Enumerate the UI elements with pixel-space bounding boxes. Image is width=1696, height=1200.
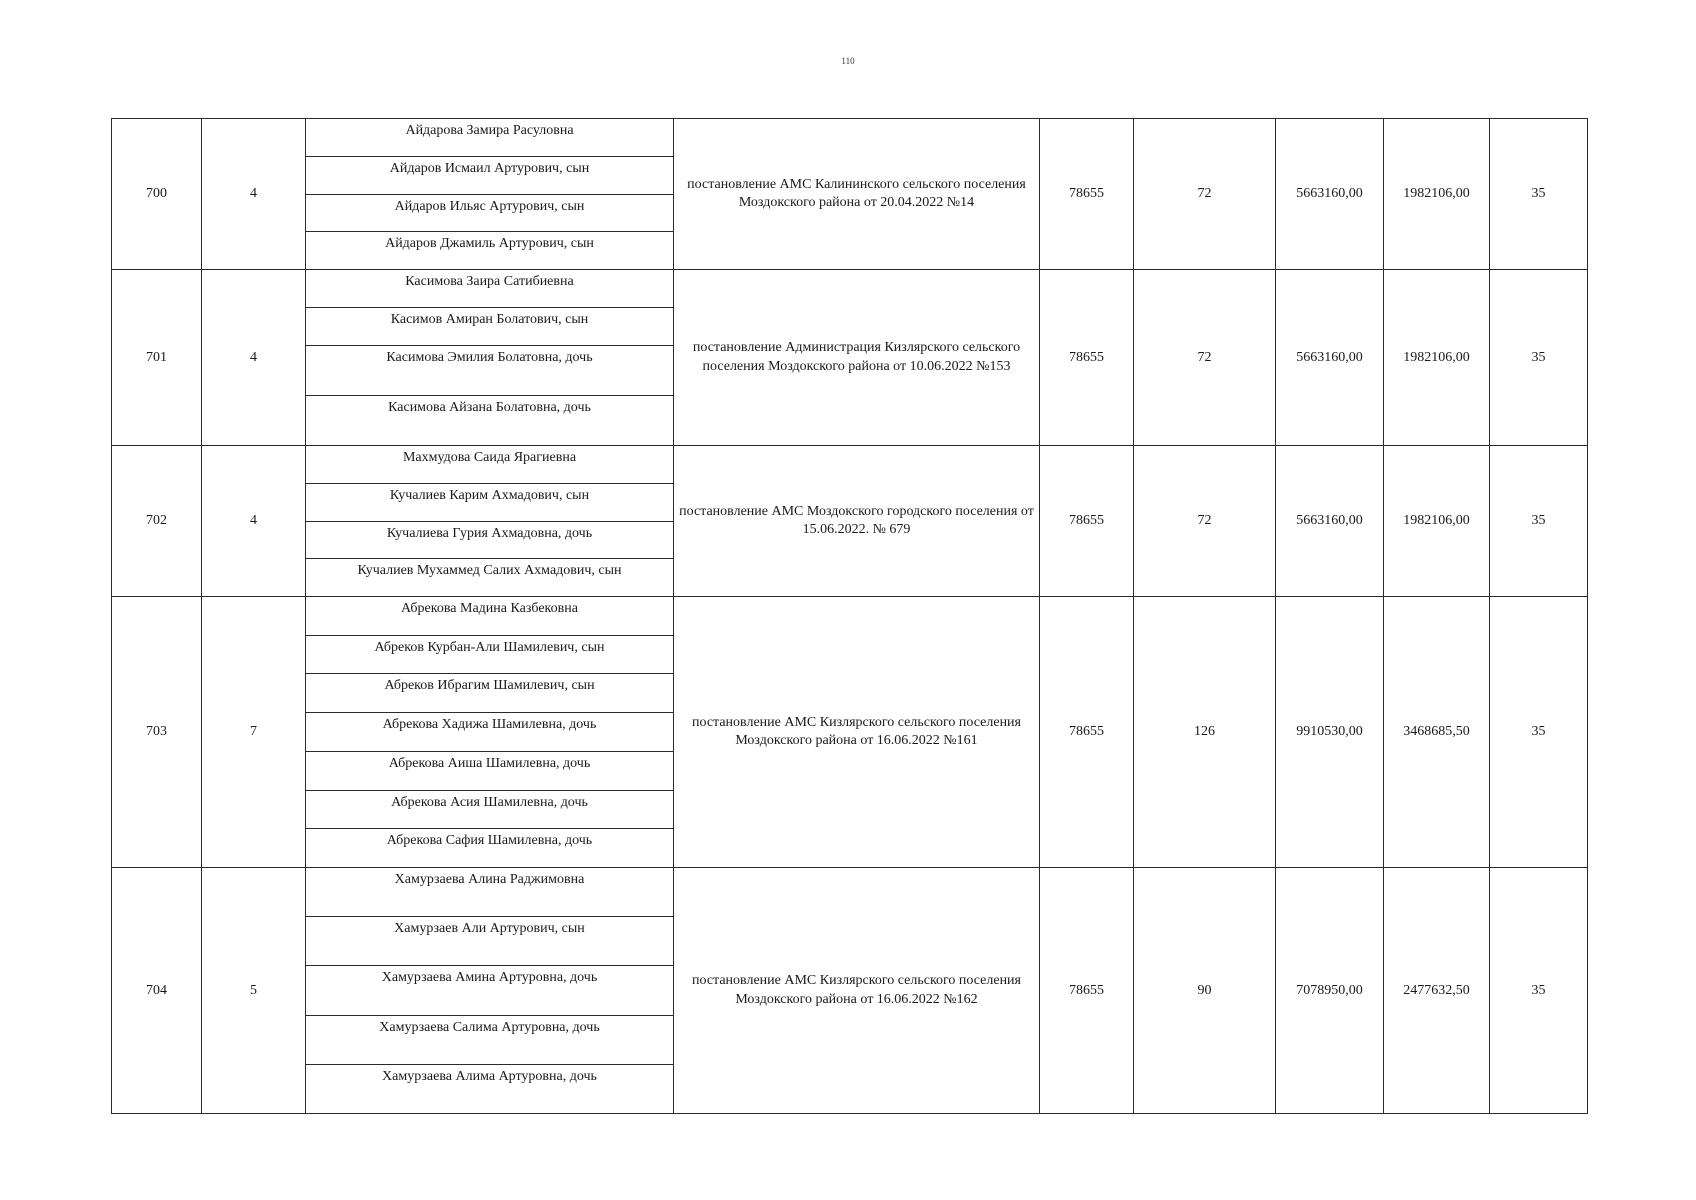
family-size: 5 bbox=[202, 868, 306, 1114]
member-name: Касимова Заира Сатибиевна bbox=[306, 270, 673, 308]
percent: 35 bbox=[1490, 119, 1588, 270]
member-name: Абрекова Аиша Шамилевна, дочь bbox=[306, 752, 673, 791]
area: 126 bbox=[1134, 597, 1276, 868]
price-per-sqm: 78655 bbox=[1040, 270, 1134, 446]
member-name: Хамурзаев Али Артурович, сын bbox=[306, 917, 673, 966]
family-members bbox=[306, 597, 674, 868]
registry-table bbox=[111, 118, 1588, 1114]
price-per-sqm: 78655 bbox=[1040, 868, 1134, 1114]
percent: 35 bbox=[1490, 597, 1588, 868]
member-name: Айдаров Джамиль Артурович, сын bbox=[385, 236, 594, 252]
family-size: 7 bbox=[202, 597, 306, 868]
member-name: Хамурзаева Салима Артуровна, дочь bbox=[306, 1016, 673, 1065]
percent: 35 bbox=[1490, 270, 1588, 446]
member-name: Абреков Ибрагим Шамилевич, сын bbox=[306, 674, 673, 713]
member-name: Хамурзаева Амина Артуровна, дочь bbox=[306, 966, 673, 1015]
family-members bbox=[306, 446, 674, 597]
page-number: 110 bbox=[841, 56, 855, 66]
row-number: 703 bbox=[112, 597, 202, 868]
family-members bbox=[306, 119, 674, 270]
member-name: Хамурзаева Алина Раджимовна bbox=[306, 868, 673, 917]
table-row bbox=[112, 119, 1588, 270]
area: 72 bbox=[1134, 119, 1276, 270]
price-per-sqm: 78655 bbox=[1040, 446, 1134, 597]
total-cost: 9910530,00 bbox=[1276, 597, 1384, 868]
member-name: Абрекова Асия Шамилевна, дочь bbox=[306, 791, 673, 830]
resolution-document: постановление АМС Кизлярского сельского поселения Моздокского района от 16.06.2022 №162 bbox=[674, 868, 1040, 1114]
row-number: 700 bbox=[112, 119, 202, 270]
total-cost: 7078950,00 bbox=[1276, 868, 1384, 1114]
table-row bbox=[112, 868, 1588, 1114]
subsidy-amount: 1982106,00 bbox=[1384, 119, 1490, 270]
member-name: Айдарова Замира Расуловна bbox=[306, 119, 673, 157]
member-name: Кучалиев Мухаммед Салих Ахмадович, сын bbox=[357, 563, 622, 579]
subsidy-amount: 2477632,50 bbox=[1384, 868, 1490, 1114]
percent: 35 bbox=[1490, 868, 1588, 1114]
member-name: Хамурзаева Алима Артуровна, дочь bbox=[382, 1068, 597, 1084]
total-cost: 5663160,00 bbox=[1276, 270, 1384, 446]
table-row bbox=[112, 446, 1588, 597]
area: 72 bbox=[1134, 446, 1276, 597]
member-name: Айдаров Исмаил Артурович, сын bbox=[306, 157, 673, 195]
member-name: Касимова Айзана Болатовна, дочь bbox=[388, 400, 591, 416]
table-row bbox=[112, 270, 1588, 446]
member-name: Абрекова Сафия Шамилевна, дочь bbox=[386, 833, 593, 849]
member-name: Абрекова Хадижа Шамилевна, дочь bbox=[306, 713, 673, 752]
subsidy-amount: 3468685,50 bbox=[1384, 597, 1490, 868]
subsidy-amount: 1982106,00 bbox=[1384, 270, 1490, 446]
family-size: 4 bbox=[202, 446, 306, 597]
total-cost: 5663160,00 bbox=[1276, 446, 1384, 597]
family-members bbox=[306, 868, 674, 1114]
total-cost: 5663160,00 bbox=[1276, 119, 1384, 270]
area: 90 bbox=[1134, 868, 1276, 1114]
member-name: Махмудова Саида Ярагиевна bbox=[306, 446, 673, 484]
price-per-sqm: 78655 bbox=[1040, 597, 1134, 868]
table-row bbox=[112, 597, 1588, 868]
member-name: Абреков Курбан-Али Шамилевич, сын bbox=[306, 636, 673, 675]
family-members bbox=[306, 270, 674, 446]
resolution-document: постановление АМС Моздокского городского поселения от 15.06.2022. № 679 bbox=[674, 446, 1040, 597]
family-size: 4 bbox=[202, 270, 306, 446]
member-name: Кучалиев Карим Ахмадович, сын bbox=[306, 484, 673, 522]
member-name: Абрекова Мадина Казбековна bbox=[306, 597, 673, 636]
row-number: 704 bbox=[112, 868, 202, 1114]
price-per-sqm: 78655 bbox=[1040, 119, 1134, 270]
resolution-document: постановление АМС Калининского сельского поселения Моздокского района от 20.04.2022 №14 bbox=[674, 119, 1040, 270]
member-name: Кучалиева Гурия Ахмадовна, дочь bbox=[306, 522, 673, 560]
row-number: 701 bbox=[112, 270, 202, 446]
family-size: 4 bbox=[202, 119, 306, 270]
area: 72 bbox=[1134, 270, 1276, 446]
percent: 35 bbox=[1490, 446, 1588, 597]
member-name: Айдаров Ильяс Артурович, сын bbox=[306, 195, 673, 233]
resolution-document: постановление Администрация Кизлярского сельского поселения Моздокского района от 10.06.2022 №153 bbox=[674, 270, 1040, 446]
row-number: 702 bbox=[112, 446, 202, 597]
member-name: Касимов Амиран Болатович, сын bbox=[306, 308, 673, 346]
member-name: Касимова Эмилия Болатовна, дочь bbox=[306, 346, 673, 396]
subsidy-amount: 1982106,00 bbox=[1384, 446, 1490, 597]
resolution-document: постановление АМС Кизлярского сельского поселения Моздокского района от 16.06.2022 №161 bbox=[674, 597, 1040, 868]
